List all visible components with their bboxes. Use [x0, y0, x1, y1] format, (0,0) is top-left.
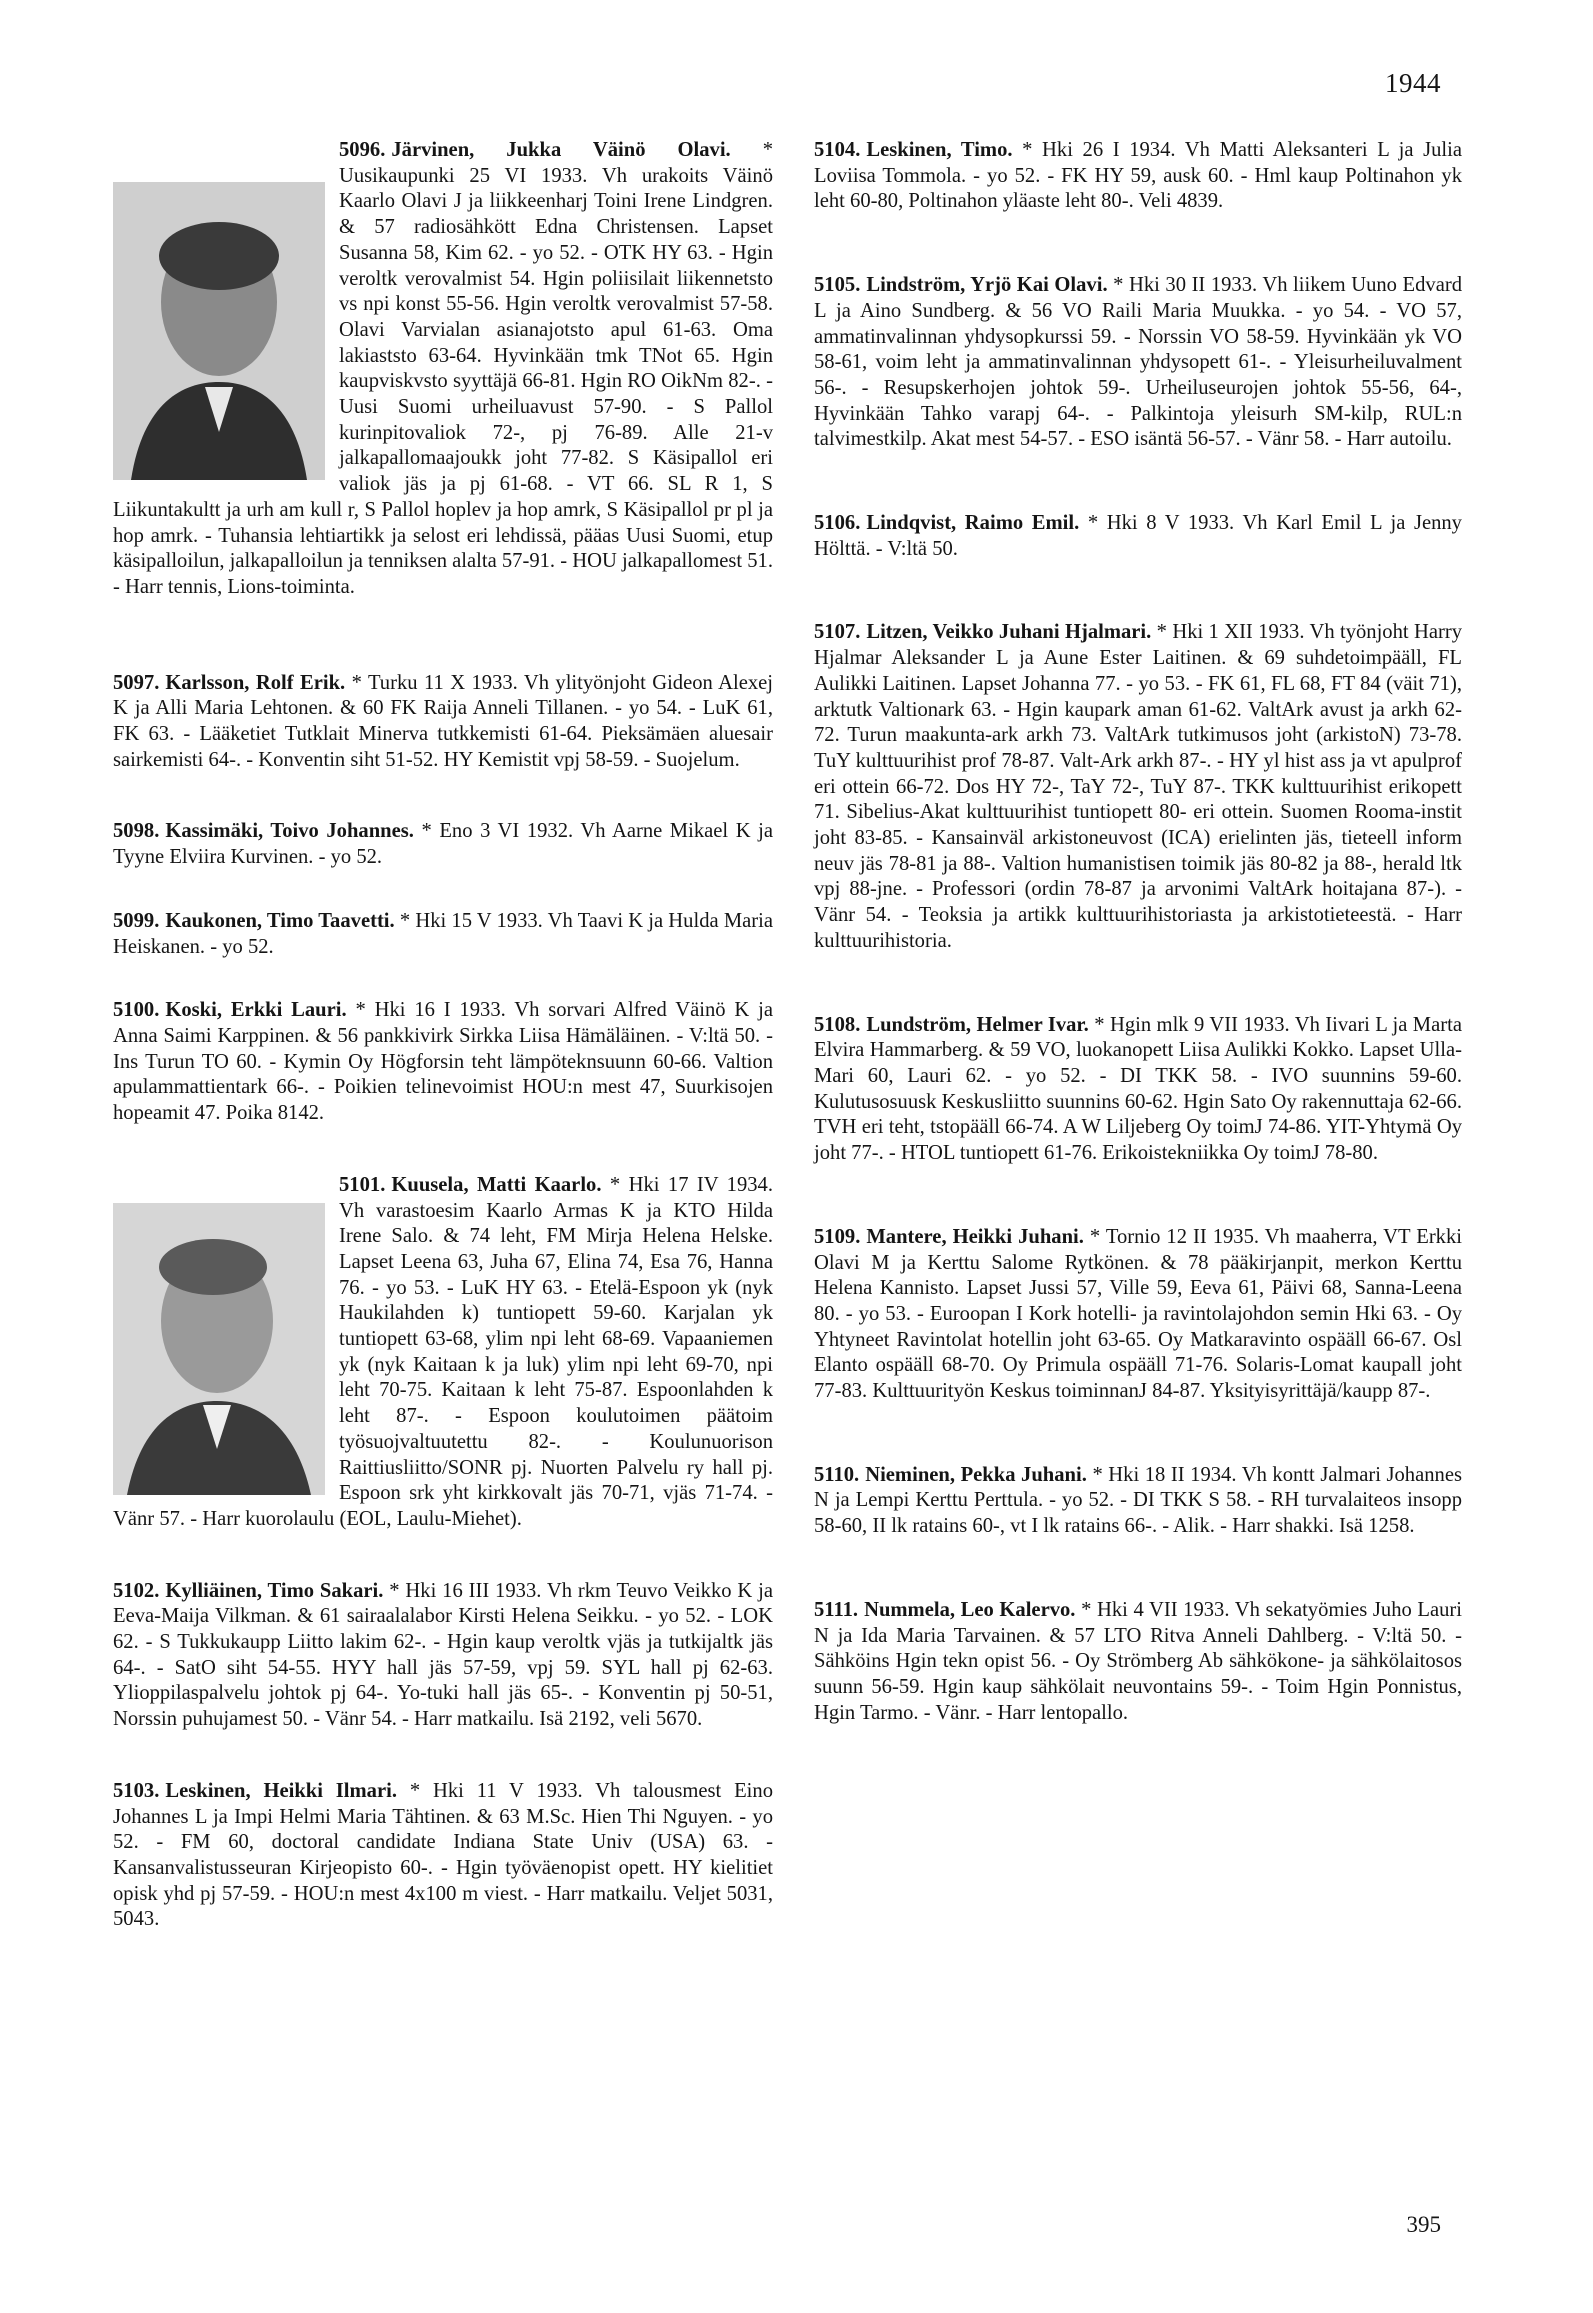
- entry-text: * Turku 11 X 1933. Vh ylityönjoht Gideon Alexej K ja Alli Maria Lehtonen. & 60 FK Raija Anneli Tillanen. - yo 54. - LuK 61, FK 63. - Lääketiet Tutklait Minerva tutkkemisti 61-64. Pieksämäen aluesair sairkemisti 64-. - Konventin siht 51-52. HY Kemistit vpj 58-59. - Suojelum.: [113, 671, 773, 771]
- entry-number: 5099.: [113, 909, 160, 932]
- portrait-photo: [113, 182, 325, 480]
- entry-name: Kassimäki, Toivo Johannes.: [165, 820, 414, 843]
- entry-5098: [113, 819, 773, 870]
- entry-name: Leskinen, Heikki Ilmari.: [165, 1779, 397, 1802]
- entry-text: * Hki 15 V 1933. Vh Taavi K ja Hulda Maria Heiskanen. - yo 52.: [113, 909, 773, 958]
- entry-5099: [113, 909, 773, 960]
- entry-number: 5103.: [113, 1779, 160, 1802]
- entry-number: 5109.: [814, 1225, 861, 1248]
- entry-5102: [113, 1579, 773, 1733]
- entry-5096: [113, 138, 773, 601]
- entry-text: * Hki 17 IV 1934. Vh varastoesim Kaarlo Armas K ja KTO Hilda Irene Salo. & 74 leht, FM Mirja Helena Helske. Lapset Leena 63, Juha 67, Elina 74, Esa 76, Hanna 76. - yo 53. - LuK HY 63. - Etelä-Espoon yk (nyk Haukilahden k) tuntiopett 59-60. Karjalan yk tuntiopett 63-68, ylim npi leht 68-69. Vapaaniemen yk (nyk Kaitaan k ja luk) ylim npi leht 69-70, npi leht 70-75. Kaitaan k leht 75-87. Espoonlahden k leht 87-. - Espoon koulutoimen päätoim työsuojvaltuutettu 82-. - Koulunuorison Raittiusliitto/SONR pj. Nuorten Palvelu ry hall pj. Espoon srk yht kirkkovalt jäs 70-71, vjäs 71-74. - Vänr 57. - Harr kuorolaulu (EOL, Laulu-Miehet).: [113, 1173, 773, 1530]
- entry-number: 5107.: [814, 621, 861, 644]
- entry-name: Nummela, Leo Kalervo.: [864, 1598, 1076, 1621]
- entry-name: Mantere, Heikki Juhani.: [866, 1225, 1084, 1248]
- left-column: [113, 138, 773, 1933]
- entry-5105: [814, 273, 1462, 453]
- entry-5100: [113, 998, 773, 1127]
- right-column: [814, 138, 1462, 1726]
- entry-name: Kaukonen, Timo Taavetti.: [165, 909, 395, 932]
- entry-5110: [814, 1463, 1462, 1540]
- entry-name: Kuusela, Matti Kaarlo.: [391, 1173, 602, 1196]
- entry-name: Karlsson, Rolf Erik.: [165, 671, 346, 694]
- entry-text: * Hki 30 II 1933. Vh liikem Uuno Edvard L ja Aino Sundberg. & 56 VO Raili Maria Muukka. - yo 54. - VO 57, ammatinvalinnan yhdysopkurssi 59. - Norssin VO 58-59. Hyvinkään yk VO 58-61, voim leht ja ammatinvalinnan yhdysopett 61-. - Yleisurheiluvalment 56-. - Resupskerhojen johtok 59-. Urheiluseurojen johtok 55-56, 64-, Hyvinkään Tahko varapj 64-. - Palkintoja yleisurh SM-kilp, RUL:n talvimestkilp. Akat mest 54-57. - ESO isäntä 56-57. - Vänr 58. - Harr autoilu.: [814, 274, 1462, 451]
- entry-name: Järvinen, Jukka Väinö Olavi.: [391, 139, 731, 161]
- entry-text: * Hki 4 VII 1933. Vh sekatyömies Juho Lauri N ja Ida Maria Tarvainen. & 57 LTO Ritva Anneli Dahlberg. - V:ltä 50. - Sähköins Hgin tekn opist 56. - Oy Strömberg Ab sähkökone- ja sähkölaitosos suunn 56-59. Hgin kaup sähkölait neuvontains 59-. - Toim Hgin Ponnistus, Hgin Tarmo. - Vänr. - Harr lentopallo.: [814, 1598, 1462, 1724]
- entry-number: 5104.: [814, 139, 861, 161]
- entry-5108: [814, 1013, 1462, 1167]
- entry-5097: [113, 671, 773, 774]
- entry-text: * Hki 18 II 1934. Vh kontt Jalmari Johannes N ja Lempi Kerttu Perttula. - yo 52. - DI TKK S 58. - RH turvalaiteos insopp 58-60, II lk ratains 60-, vt I lk ratains 66-. - Alik. - Harr shakki. Isä 1258.: [814, 1463, 1462, 1538]
- entry-5106: [814, 511, 1462, 562]
- entry-name: Kylliäinen, Timo Sakari.: [165, 1579, 384, 1602]
- entry-text: * Hki 8 V 1933. Vh Karl Emil L ja Jenny Hölttä. - V:ltä 50.: [814, 512, 1462, 560]
- entry-5101: [113, 1173, 773, 1533]
- entry-text: * Eno 3 VI 1932. Vh Aarne Mikael K ja Tyyne Elviira Kurvinen. - yo 52.: [113, 820, 773, 869]
- entry-name: Nieminen, Pekka Juhani.: [865, 1463, 1087, 1486]
- entry-text: * Hki 1 XII 1933. Vh työnjoht Harry Hjalmar Aleksander L ja Aune Ester Laitinen. & 69 suhdetoimpääll, FL Aulikki Laitinen. Lapset Johanna 77. - yo 53. - FK 61, FL 68, FT 84 (väit 71), arktutk Valtionark 63. - Hgin kaupark aman 61-62. ValtArk avust ja arkh 62-72. Turun maakunta-ark arkh 73. ValtArk tutkimusos joht (arkistoN) 73-78. TuY kulttuurihist prof 78-87. Valt-Ark arkh 87-. - HY yl hist ass ja vt apulprof eri ottein 66-72. Dos HY 72-, TaY 72-, TuY 87-. TKK kulttuurihist erikopett 71. Sibelius-Akat kulttuurihist tuntiopett 80- eri ottein. Suomen Rooma-instit joht 83-85. - Kansainväl arkistoneuvost (ICA) erielinten jäs, tieteell inform neuv jäs 78-81 ja 88-. Valtion humanistisen toimik jäs 80-82 ja 88-, herald ltk vpj 88-jne. - Professori (ordin 78-87 ja arvonimi ValtArk hoitajana 87-). - Vänr 54. - Teoksia ja artikk kulttuurihistoriasta ja arkistotieteestä. - Harr kulttuurihistoria.: [814, 621, 1463, 952]
- entry-number: 5098.: [113, 820, 160, 843]
- entry-number: 5106.: [814, 512, 861, 535]
- entry-text: * Hki 11 V 1933. Vh talousmest Eino Johannes L ja Impi Helmi Maria Tähtinen. & 63 M.Sc. Hien Thi Nguyen. - yo 52. - FM 60, doctoral candidate Indiana State Univ (USA) 63. - Kansanvalistusseuran Kirjeopisto 60-. - Hgin työväenopist opett. HY kielitiet opisk yhd pj 57-59. - HOU:n mest 4x100 m viest. - Harr matkailu. Veljet 5031, 5043.: [113, 1779, 773, 1931]
- entry-number: 5105.: [814, 274, 861, 297]
- entry-text: * Hki 16 I 1933. Vh sorvari Alfred Väinö K ja Anna Saimi Karppinen. & 56 pankkivirk Sirkka Liisa Hämäläinen. - V:ltä 50. - Ins Turun TO 60. - Kymin Oy Högforsin teht lämpöteknsuunn 60-66. Valtion apulammattientark 66-. - Poikien telinevoimist HOU:n mest 47, Suurkisojen hopeamit 47. Poika 8142.: [113, 999, 773, 1125]
- entry-name: Lindström, Yrjö Kai Olavi.: [866, 274, 1108, 297]
- entry-5109: [814, 1225, 1462, 1405]
- entry-number: 5096.: [339, 139, 386, 161]
- entry-text: * Tornio 12 II 1935. Vh maaherra, VT Erkki Olavi M ja Kerttu Salome Rytkönen. & 78 pääkirjanpit, merkon Kerttu Helena Kannisto. Lapset Jussi 57, Ville 59, Eeva 61, Päivi 68, Sanna-Leena 80. - yo 53. - Euroopan I Kork hotelli- ja ravintolajohdon semin Hki 63. - Oy Yhtyneet Ravintolat hotellin joht 63-65. Oy Matkaravinto ospääll 66-67. Osl Elanto ospääll 68-70. Oy Primula ospääll 71-76. Solaris-Lomat kaupall joht 77-83. Kulttuurityön Keskus toiminnanJ 84-87. Yksityisyrittäjä/kaupp 87-.: [814, 1225, 1463, 1403]
- entry-name: Leskinen, Timo.: [866, 139, 1013, 161]
- entry-5103: [113, 1779, 773, 1933]
- entry-number: 5111.: [814, 1598, 859, 1621]
- entry-text: * Uusikaupunki 25 VI 1933. Vh urakoits Väinö Kaarlo Olavi J ja liikkeenharj Toini Irene Lindgren. & 57 radiosähkött Edna Christensen. Lapset Susanna 58, Kim 62. - yo 52. - OTK HY 63. - Hgin veroltk verovalmist 54. Hgin poliisilait liikennetsto vs npi konst 55-56. Hgin veroltk verovalmist 57-58. Olavi Varvialan asianajotsto apul 61-63. Oma lakiaststo 63-64. Hyvinkään tmk TNot 65. Hgin kaupviskvsto syyttäjä 66-81. Hgin RO OikNm 82-. - Uusi Suomi urheiluavust 57-90. - S Pallol kurinpitovaliok 72-, pj 76-89. Alle 21-v jalkapallomaajoukk joht 77-82. S Käsipallol eri valiok jäs ja pj 61-68. - VT 66. SL R 1, S Liikuntakultt ja urh am kull r, S Pallol hoplev ja hop amrk, S Käsipallol pr pl ja hop amrk. - Tuhansia lehtiartikk ja selost eri lehdissä, pääas Uusi Suomi, etup käsipalloilun, jalkapalloilun ja tenniksen alalta 57-91. - HOU jalkapallomest 51. - Harr tennis, Lions-toiminta.: [113, 139, 773, 598]
- portrait-photo: [113, 1203, 325, 1495]
- entry-number: 5100.: [113, 999, 160, 1022]
- page-year: 1944: [1385, 68, 1441, 98]
- entry-name: Lindqvist, Raimo Emil.: [866, 512, 1080, 535]
- entry-name: Koski, Erkki Lauri.: [165, 999, 347, 1022]
- entry-number: 5101.: [339, 1173, 386, 1196]
- entry-name: Lundström, Helmer Ivar.: [866, 1013, 1089, 1036]
- entry-text: * Hgin mlk 9 VII 1933. Vh Iivari L ja Marta Elvira Hammarberg. & 59 VO, luokanopett Liisa Aulikki Kokko. Lapset Ulla-Mari 60, Lauri 62. - yo 52. - DI TKK 58. - IVO suunnins 59-60. Kulutusosuusk Keskusliitto suunnins 60-62. Hgin Sato Oy rakennuttaja 62-66. TVH eri teht, tstopääll 66-74. A W Liljeberg Oy toimJ 74-86. YIT-Yhtymä Oy joht 77-. - HTOL tuntiopett 61-76. Erikoistekniikka Oy toimJ 78-80.: [814, 1013, 1462, 1165]
- entry-5104: [814, 138, 1462, 215]
- entry-name: Litzen, Veikko Juhani Hjalmari.: [866, 621, 1152, 644]
- entry-text: * Hki 16 III 1933. Vh rkm Teuvo Veikko K ja Eeva-Maija Vilkman. & 61 sairaalalabor Kirsti Helena Seikku. - yo 52. - LOK 62. - S Tukkukaupp Liitto lakim 62-. - Hgin kaup veroltk vjäs ja tutkijaltk jäs 64-. - SatO siht 54-55. HYY hall jäs 57-59, vpj 59. SYL hall pj 62-63. Ylioppilaspalvelu johtok pj 64-. Yo-tuki hall jäs 65-. - Konventin pj 50-51, Norssin puhujamest 50. - Vänr 54. - Harr matkailu. Isä 2192, veli 5670.: [113, 1579, 773, 1731]
- entry-number: 5102.: [113, 1579, 160, 1602]
- entry-number: 5110.: [814, 1463, 860, 1486]
- entry-text: * Hki 26 I 1934. Vh Matti Aleksanteri L ja Julia Loviisa Tommola. - yo 52. - FK HY 59, ausk 60. - Hml kaup Poltinahon yk leht 60-80, Poltinahon yläaste leht 80-. Veli 4839.: [814, 139, 1462, 213]
- entry-number: 5108.: [814, 1013, 861, 1036]
- entry-5111: [814, 1598, 1462, 1727]
- entry-5107: [814, 620, 1462, 954]
- entry-number: 5097.: [113, 671, 160, 694]
- page-number: 395: [1406, 2212, 1441, 2237]
